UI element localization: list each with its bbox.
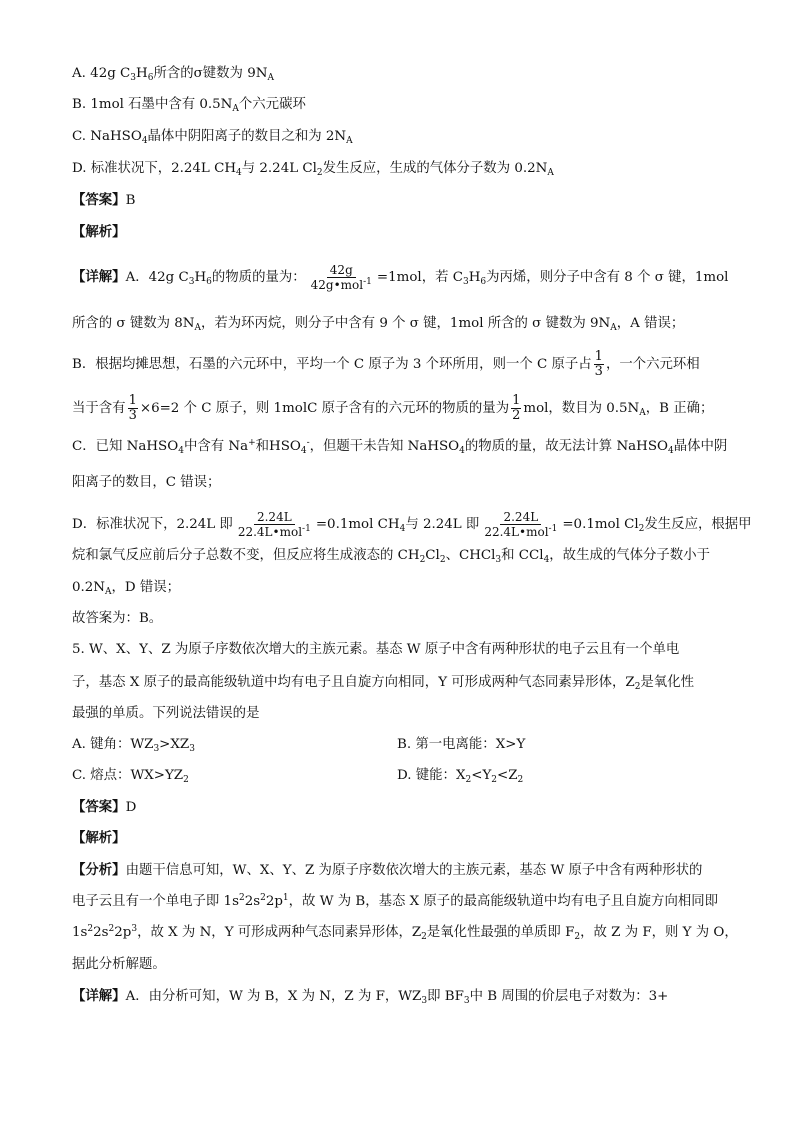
fraction: $\frac{1}{3}$	[128, 393, 137, 423]
q4-conclusion: 故答案为：B。	[72, 611, 163, 626]
q4-option-c: C. NaHSO$_4$晶体中阴阳离子的数目之和为 $2N_A$	[72, 129, 353, 146]
q5-option-d: D. 键能：$X_2<Y_2<Z_2$	[397, 768, 524, 785]
q5-option-b: B. 第一电离能：X>Y	[397, 737, 526, 752]
q4-detail-line-2: 所含的 σ 键数为 $8N_A$，若为环丙烷，则分子中含有 9 个 σ 键，1mol 所含的 σ 键数为 $9N_A$，A 错误；	[72, 316, 685, 333]
q5-analysis-line-1: 【分析】由题干信息可知，W、X、Y、Z 为原子序数依次增大的主族元素，基态 W 原子中含有两种形状的	[72, 862, 703, 878]
q4-detail-line-3: B．根据均摊思想，石墨的六元环中，平均一个 C 原子为 3 个环所用，则一个 C 原子占 $\frac{1}{3}$ ，一个六元环相	[72, 349, 700, 379]
fraction: $\frac{2.24L}{22.4L•mol^{-1}}$	[484, 510, 558, 539]
q4-detail-line-5: C．已知 NaHSO$_4$中含有 Na+和$HSO_4^-$，但题干未告知 NaHSO$_4$的物质的量，故无法计算 NaHSO$_4$晶体中阴	[72, 438, 728, 456]
fraction: $\frac{2.24L}{22.4L•mol^{-1}}$	[237, 510, 311, 539]
q5-stem-line-2: 子，基态 X 原子的最高能级轨道中均有电子且自旋方向相同，Y 可形成两种气态同素异形体，$Z_2$是氧化性	[72, 675, 694, 692]
q4-option-b: B. 1mol 石墨中含有 $0.5N_A$个六元碳环	[72, 97, 306, 114]
q5-stem-line-1: 5. W、X、Y、Z 为原子序数依次增大的主族元素。基态 W 原子中含有两种形状的电子云且有一个单电	[72, 642, 680, 657]
q5-answer: 【答案】D	[72, 799, 137, 815]
q5-option-c: C. 熔点：$WX>YZ_2$	[72, 768, 189, 785]
q5-analysis-heading: 【解析】	[72, 830, 126, 846]
q4-detail-line-1: 【详解】A．42g $C_3H_6$的物质的量为： $\frac{42g}{42g•mol^{-1}}$ =1mol，若 $C_3H_6$为丙烯，则分子中含有 8 个 σ 键，1mol	[72, 263, 729, 292]
q4-detail-line-8: 烷和氯气反应前后分子总数不变，但反应将生成液态的 $CH_2Cl_2$、CHCl$_3$和 CCl$_4$，故生成的气体分子数小于	[72, 548, 710, 565]
q4-option-d: D. 标准状况下，2.24L $CH_4$与 2.24L $Cl_2$发生反应，生成的气体分子数为 $0.2N_A$	[72, 161, 554, 178]
q4-detail-line-4: 当于含有 $\frac{1}{3}$ ×6=2 个 C 原子，则 1molC 原子含有的六元环的物质的量为 $\frac{1}{2}$ mol，数目为 $0.5N_A$，B 正确；	[72, 393, 714, 423]
q4-detail-line-7: D．标准状况下，2.24L 即 $\frac{2.24L}{22.4L•mol^{-1}}$ =0.1mol $CH_4$与 2.24L 即 $\frac{2.24L}{22.4L•mol^{-1}}$ =0.1mol $Cl_2$发生反应，根据甲	[72, 510, 752, 539]
q5-analysis-line-2: 电子云且有一个单电子即 $1s^22s^22p^1$，故 W 为 B，基态 X 原子的最高能级轨道中均有电子且自旋方向相同即	[72, 893, 719, 909]
q4-analysis-heading: 【解析】	[72, 224, 126, 240]
q5-stem-line-3: 最强的单质。下列说法错误的是	[72, 706, 260, 721]
q4-option-a: A. 42g $C_3H_6$所含的σ键数为 $9N_A$	[72, 66, 274, 83]
fraction: $\frac{1}{2}$	[512, 393, 521, 423]
fraction: $\frac{42g}{42g•mol^{-1}}$	[310, 263, 372, 292]
q4-answer: 【答案】B	[72, 192, 136, 208]
q5-option-a: A. 键角：$WZ_3>XZ_3$	[72, 737, 195, 754]
q5-analysis-line-3: $1s^22s^22p^3$，故 X 为 N，Y 可形成两种气态同素异形体，$Z_2$是氧化性最强的单质即 $F_2$，故 Z 为 F，则 Y 为 O，	[72, 924, 738, 942]
fraction: $\frac{1}{3}$	[594, 349, 603, 379]
q4-detail-line-6: 阳离子的数目，C 错误；	[72, 475, 221, 490]
q5-analysis-line-4: 据此分析解题。	[72, 957, 166, 972]
hso4-ion: $HSO_4^-$	[269, 438, 310, 456]
q5-detail-line-1: 【详解】A．由分析可知，W 为 B，X 为 N，Z 为 F，$WZ_3$即 $BF_3$中 B 周围的价层电子对数为：3+	[72, 988, 669, 1006]
q4-detail-line-9: $0.2N_A$，D 错误；	[72, 580, 181, 597]
